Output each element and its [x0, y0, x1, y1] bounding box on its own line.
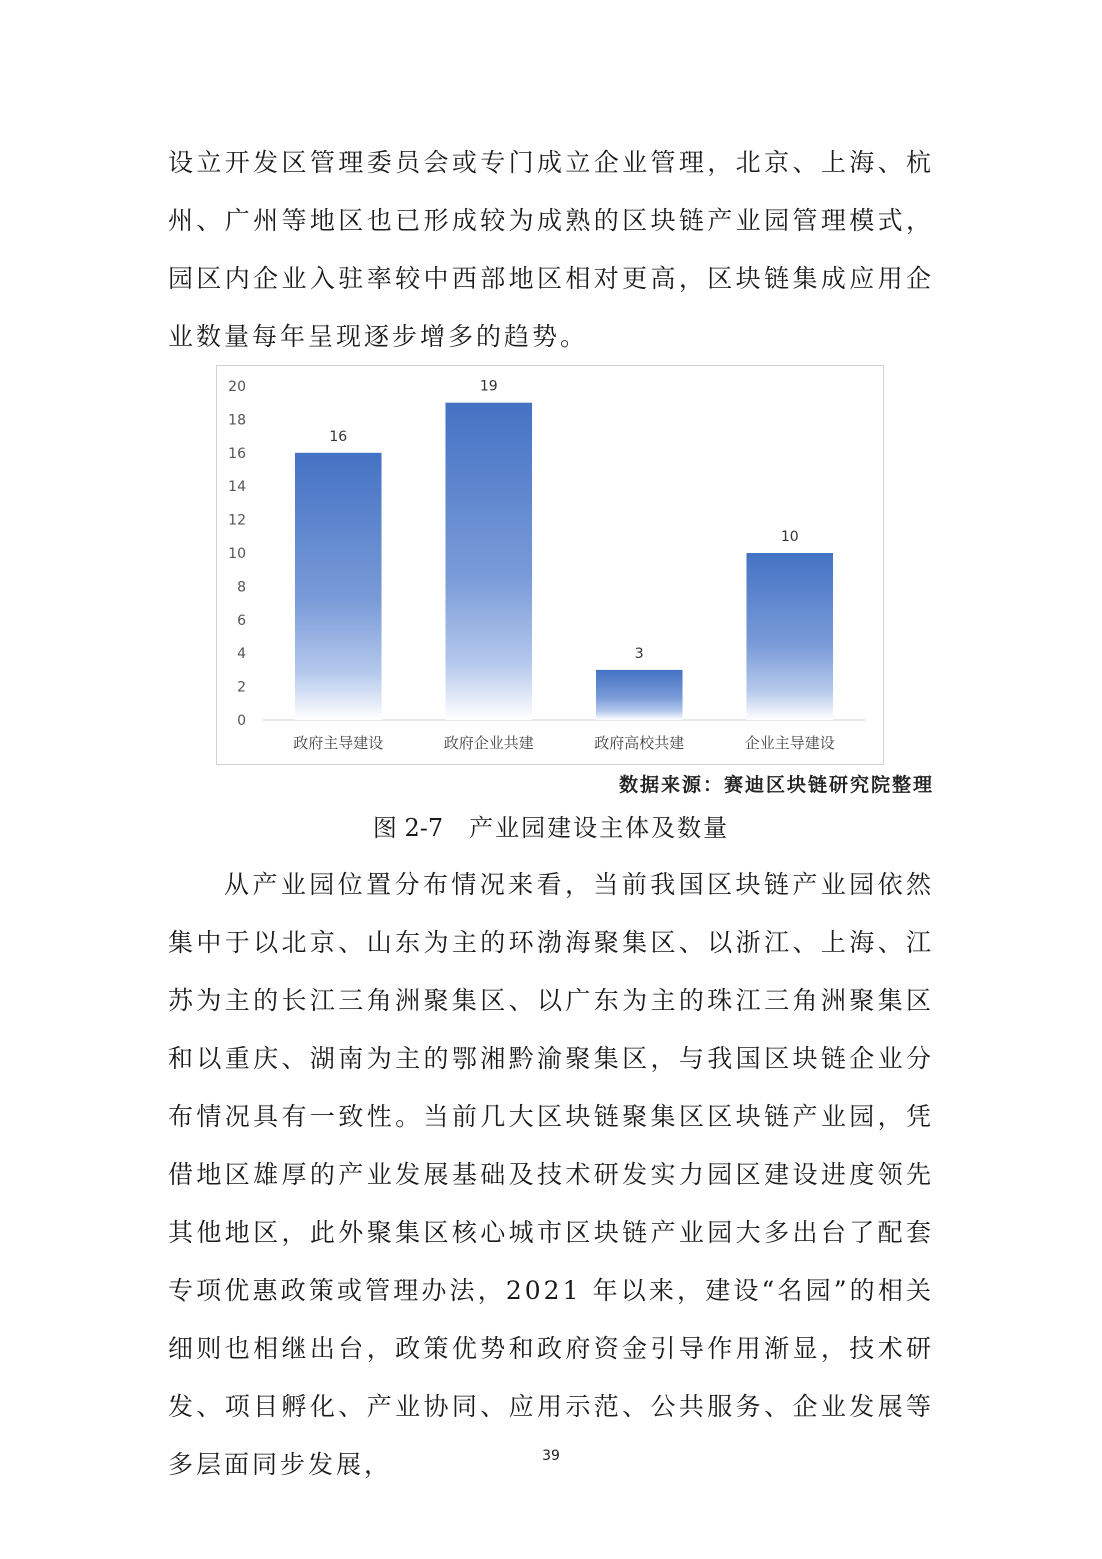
bar-value-label: 19: [479, 378, 498, 395]
figure-caption-text: 产业园建设主体及数量: [469, 814, 730, 842]
bar-value-label: 3: [634, 645, 644, 662]
x-tick-label: 企业主导建设: [744, 734, 835, 752]
figure-source: 数据来源：赛迪区块链研究院整理: [618, 774, 934, 796]
bar-chart: [216, 365, 884, 765]
y-tick-label: 14: [228, 479, 246, 496]
figure-caption-number: 图 2-7: [372, 814, 444, 842]
y-tick-label: 6: [237, 612, 246, 629]
bar-value-label: 16: [329, 428, 348, 445]
y-tick-label: 2: [237, 679, 246, 696]
x-tick-label: 政府高校共建: [594, 734, 685, 752]
body-paragraph-top: 设立开发区管理委员会或专门成立企业管理，北京、上海、杭州、广州等地区也已形成较为成熟的区块链产业园管理模式，园区内企业入驻率较中西部地区相对更高，区块链集成应用企业数量每年呈现逐步增多的趋势。: [168, 148, 934, 351]
y-tick-label: 8: [237, 579, 246, 596]
y-tick-label: 10: [228, 546, 246, 562]
y-tick-label: 12: [228, 512, 246, 529]
body-paragraph-bottom: 从产业园位置分布情况来看，当前我国区块链产业园依然集中于以北京、山东为主的环渤海聚集区、以浙江、上海、江苏为主的长江三角洲聚集区、以广东为主的珠江三角洲聚集区和以重庆、湖南为主的鄂湘黔渝聚集区，与我国区块链企业分布情况具有一致性。当前几大区块链聚集区区块链产业园，凭借地区雄厚的产业发展基础及技术研发实力园区建设进度领先其他地区，此外聚集区核心城市区块链产业园大多出台了配套专项优惠政策或管理办法，2021 年以来，建设“名园”的相关细则也相继出台，政策优势和政府资金引导作用渐显，技术研发、项目孵化、产业协同、应用示范、公共服务、企业发展等多层面同步发展，: [168, 870, 934, 1479]
bar: [295, 453, 382, 720]
bar: [445, 403, 532, 720]
x-tick-label: 政府主导建设: [293, 734, 384, 752]
y-tick-label: 18: [228, 412, 246, 429]
y-tick-label: 20: [228, 379, 246, 395]
y-tick-label: 16: [228, 445, 246, 462]
bar-chart-svg: [217, 366, 885, 766]
y-tick-label: 4: [237, 646, 246, 663]
page-number: 39: [542, 1448, 560, 1464]
bar: [596, 670, 683, 720]
y-tick-label: 0: [237, 713, 246, 729]
figure-caption: [0, 808, 1102, 843]
bar-value-label: 10: [780, 529, 799, 545]
bar: [746, 553, 833, 720]
x-tick-label: 政府企业共建: [443, 734, 534, 752]
